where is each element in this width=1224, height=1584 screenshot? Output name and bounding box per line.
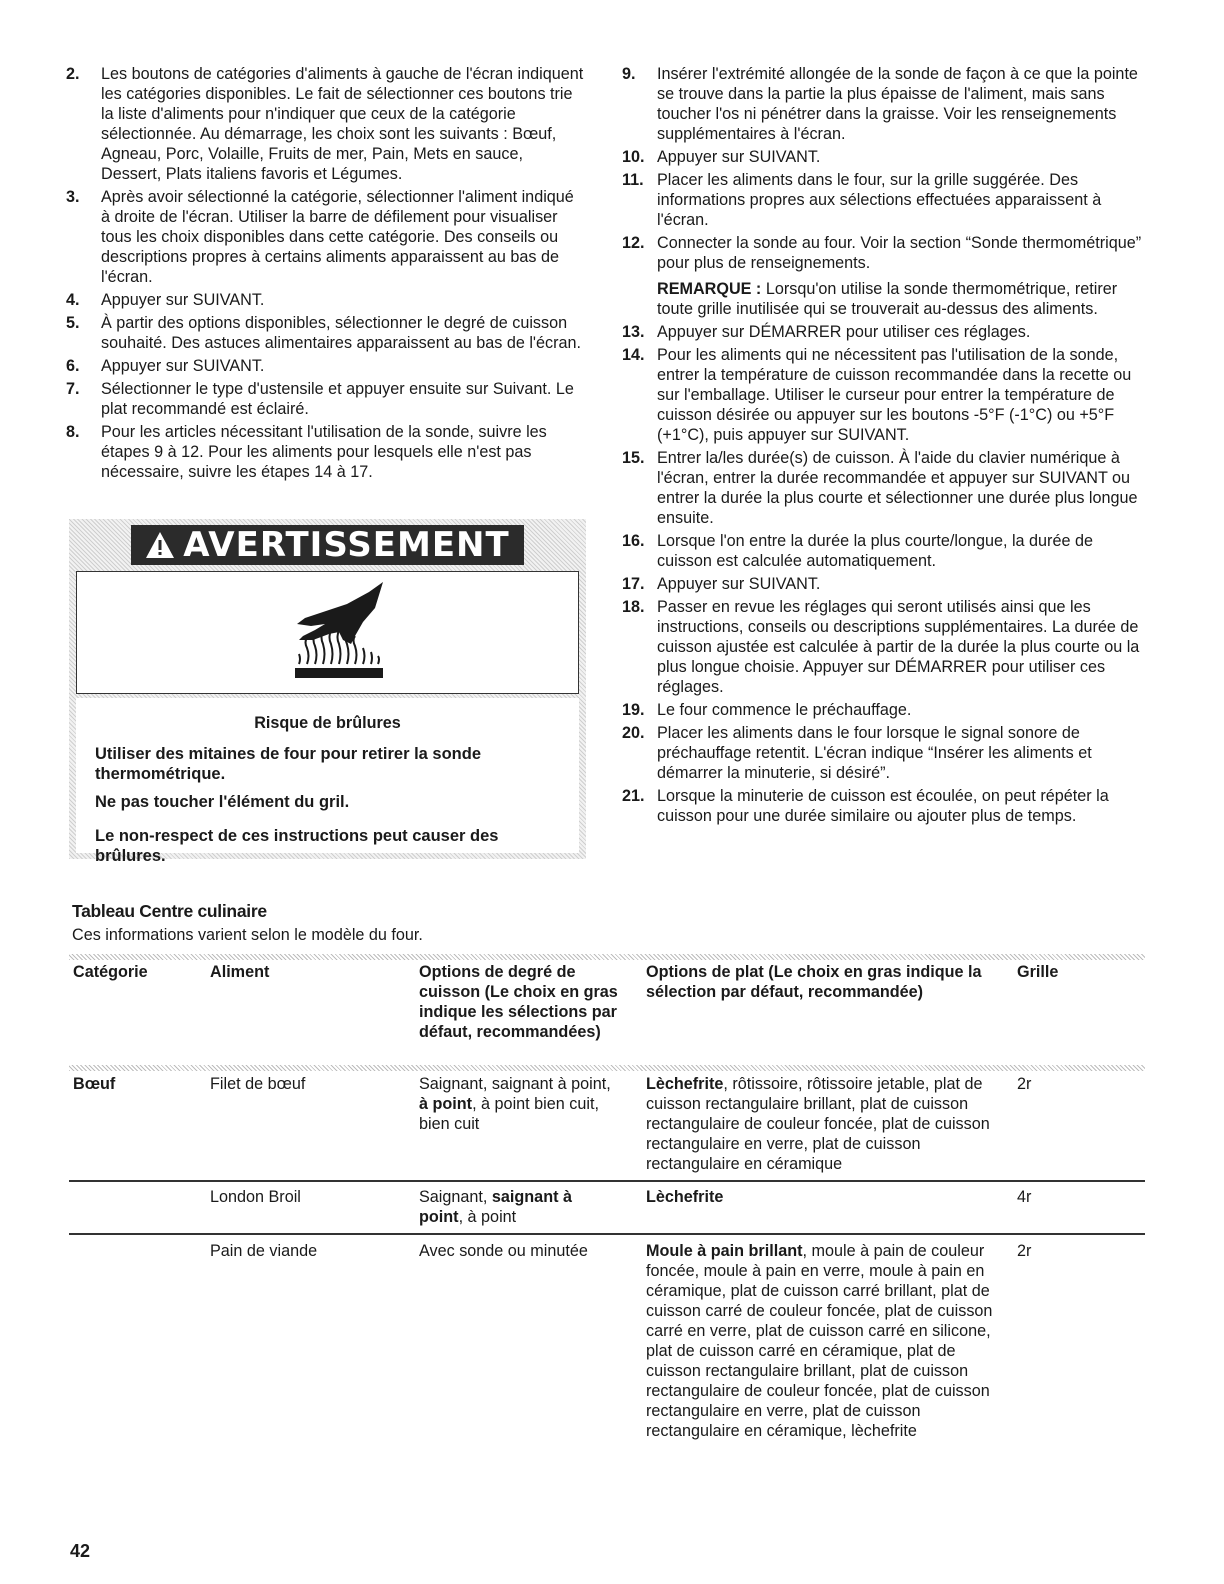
header-doneness: Options de degré de cuisson (Le choix en gras indique les sélections par défaut, recommandées) xyxy=(419,963,618,1041)
warning-line-3: Le non-respect de ces instructions peut causer des brûlures. xyxy=(95,827,499,865)
remarque-note: REMARQUE : Lorsqu'on utilise la sonde thermométrique, retirer toute grille inutilisée qui se trouverait au-dessus des aliments. xyxy=(657,280,1118,318)
list-item: 20. Placer les aliments dans le four lorsque le signal sonore de préchauffage retentit. L'écran indique “Insérer les aliments et démarrer la minuterie, si désiré”. xyxy=(622,724,1092,782)
list-item: 17. Appuyer sur SUIVANT. xyxy=(622,575,821,593)
row-dish: Lèchefrite, rôtissoire, rôtissoire jetable, plat de cuisson rectangulaire brillant, plat de cuisson rectangulaire de couleur foncée, plat de cuisson rectangulaire en verre, plat de cuisson rectangulaire en céramique xyxy=(646,1075,990,1173)
row-doneness: Saignant, saignant à point, à point xyxy=(419,1188,572,1226)
row-doneness: Saignant, saignant à point, à point, à point bien cuit, bien cuit xyxy=(419,1075,611,1133)
table-subheading: Ces informations varient selon le modèle du four. xyxy=(72,926,423,944)
table-heading: Tableau Centre culinaire xyxy=(72,901,267,921)
right-column xyxy=(622,64,1144,829)
list-item: 15. Entrer la/les durée(s) de cuisson. À l'aide du clavier numérique à l'écran, entrer la durée recommandée et appuyer sur SUIVANT ou entrer la durée la plus courte et sélectionner une durée plus longue ensuite. xyxy=(622,449,1138,527)
right-steps-list xyxy=(622,64,1144,826)
list-item: 14. Pour les aliments qui ne nécessitent pas l'utilisation de la sonde, entrer la température de cuisson recommandée dans la recette ou sur l'emballage. Utiliser le curseur pour entrer la température de cuisson désirée ou appuyer sur les boutons -5°F (-1°C) ou +5°F (+1°C), puis appuyer sur SUIVANT. xyxy=(622,346,1132,444)
list-item: 16. Lorsque l'on entre la durée la plus courte/longue, la durée de cuisson est calculée automatiquement. xyxy=(622,532,1093,570)
row-food: Pain de viande xyxy=(210,1242,318,1260)
row-rack: 2r xyxy=(1017,1075,1032,1093)
list-item: 12. Connecter la sonde au four. Voir la section “Sonde thermométrique” pour plus de renseignements. REMARQUE : Lorsqu'on utilise la sonde thermométrique, retirer toute grille inutilisée qui se trouverait au-dessus des aliments. xyxy=(622,233,1144,319)
warning-line-1: Utiliser des mitaines de four pour retirer la sonde thermométrique. xyxy=(95,745,482,783)
list-item: 9. Insérer l'extrémité allongée de la sonde de façon à ce que la pointe se trouve dans la partie la plus épaisse de l'aliment, mais sans toucher l'os ni pénétrer dans la graisse. Voir les renseignements supplémentaires à l'écran. xyxy=(622,65,1138,143)
row-food: Filet de bœuf xyxy=(210,1075,306,1093)
list-item: 10. Appuyer sur SUIVANT. xyxy=(622,148,821,166)
header-rack: Grille xyxy=(1017,963,1059,981)
page-number: 42 xyxy=(70,1541,91,1561)
row-dish: Moule à pain brillant, moule à pain de couleur foncée, moule à pain en verre, moule à pain en céramique, plat de cuisson carré brillant, plat de cuisson carré de couleur foncée, plat de cuisson carré en verre, plat de cuisson carré en silicone, plat de cuisson carré en céramique, plat de cuisson rectangulaire brillant, plat de cuisson rectangulaire de couleur foncée, plat de cuisson rectangulaire en verre, plat de cuisson rectangulaire en céramique, lèchefrite xyxy=(646,1242,993,1440)
list-item: 5. À partir des options disponibles, sélectionner le degré de cuisson souhaité. Des astuces alimentaires apparaissent au bas de l'écran. xyxy=(66,314,581,352)
row-category: Bœuf xyxy=(73,1075,116,1093)
list-item: 19. Le four commence le préchauffage. xyxy=(622,701,912,719)
list-item: 11. Placer les aliments dans le four, sur la grille suggérée. Des informations propres aux sélections effectuées apparaissent à l'écran. xyxy=(622,171,1102,229)
row-food: London Broil xyxy=(210,1188,301,1206)
left-steps-list xyxy=(66,64,586,482)
left-column xyxy=(66,64,586,485)
warning-line-2: Ne pas toucher l'élément du gril. xyxy=(95,793,350,811)
burn-hazard-icon xyxy=(285,578,389,688)
list-item: 3. Après avoir sélectionné la catégorie, sélectionner l'aliment indiqué à droite de l'écran. Utiliser la barre de défilement pour visualiser tous les choix disponibles dans cette catégorie. Des conseils ou descriptions propres à certains aliments apparaissent au bas de l'écran. xyxy=(66,188,574,286)
warning-header xyxy=(69,519,586,567)
warning-title: AVERTISSEMENT xyxy=(183,525,510,565)
row-divider xyxy=(69,1180,1145,1182)
hazard-title: Risque de brûlures xyxy=(254,714,401,732)
list-item: 4. Appuyer sur SUIVANT. xyxy=(66,291,265,309)
header-food: Aliment xyxy=(210,963,270,981)
warning-text-panel xyxy=(76,698,579,865)
row-rack: 4r xyxy=(1017,1188,1032,1206)
row-dish: Lèchefrite xyxy=(646,1188,724,1206)
list-item: 7. Sélectionner le type d'ustensile et appuyer ensuite sur Suivant. Le plat recommandé est éclairé. xyxy=(66,380,574,418)
header-bottom-rule xyxy=(69,1065,1145,1071)
row-doneness: Avec sonde ou minutée xyxy=(419,1242,588,1260)
list-item: 13. Appuyer sur DÉMARRER pour utiliser ces réglages. xyxy=(622,323,1031,341)
list-item: 6. Appuyer sur SUIVANT. xyxy=(66,357,265,375)
header-dish: Options de plat (Le choix en gras indique la sélection par défaut, recommandée) xyxy=(646,963,982,1001)
warning-icon-panel xyxy=(76,571,579,694)
table-top-rule xyxy=(69,954,1145,960)
list-item: 18. Passer en revue les réglages qui seront utilisés ainsi que les instructions, conseils ou descriptions supplémentaires. La durée de cuisson ajustée est calculée à partir de la durée la plus courte ou la plus longue choisie. Appuyer sur DÉMARRER pour utiliser ces réglages. xyxy=(622,598,1140,696)
list-item: 21. Lorsque la minuterie de cuisson est écoulée, on peut répéter la cuisson pour une durée similaire ou ajouter plus de temps. xyxy=(622,787,1109,825)
list-item: 8. Pour les articles nécessitant l'utilisation de la sonde, suivre les étapes 9 à 12. Pour les aliments pour lesquels elle n'est pas nécessaire, suivre les étapes 14 à 17. xyxy=(66,423,547,481)
list-item: 2. Les boutons de catégories d'aliments à gauche de l'écran indiquent les catégories disponibles. Le fait de sélectionner ces boutons trie la liste d'aliments pour n'indiquer que ceux de la catégorie sélectionnée. Au démarrage, les choix sont les suivants : Bœuf, Agneau, Porc, Volaille, Fruits de mer, Pain, Mets en sauce, Dessert, Plats italiens favoris et Légumes. xyxy=(66,65,584,183)
warning-triangle-icon xyxy=(145,530,175,560)
row-rack: 2r xyxy=(1017,1242,1032,1260)
row-divider xyxy=(69,1233,1145,1235)
header-category: Catégorie xyxy=(73,963,148,981)
warning-box xyxy=(69,519,586,865)
warning-title-banner xyxy=(131,525,523,565)
